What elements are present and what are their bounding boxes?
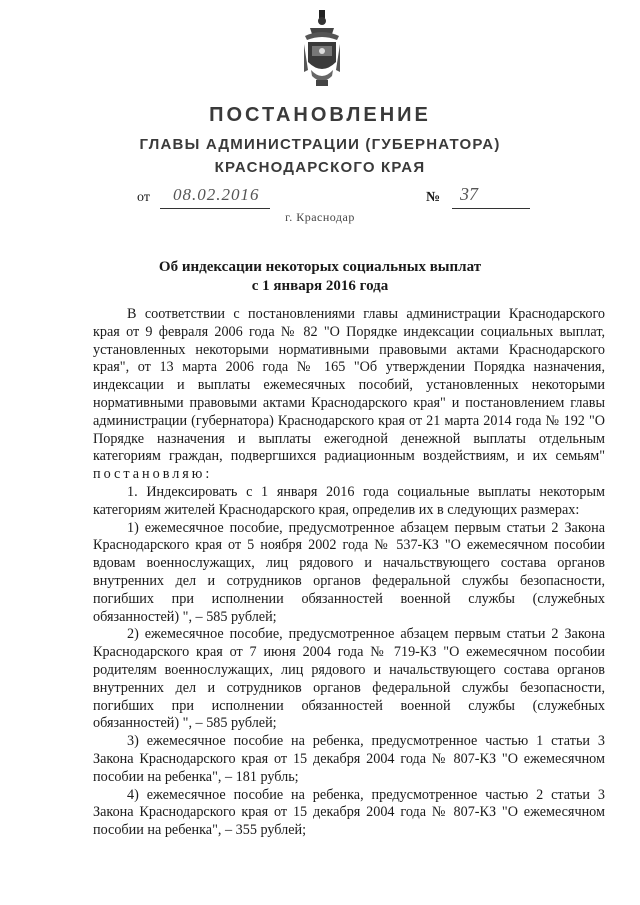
number-label: № (426, 190, 441, 205)
document-type-title: ПОСТАНОВЛЕНИЕ (209, 104, 431, 126)
item-1-3-paragraph: 3) ежемесячное пособие на ребенка, предусмотренное частью 1 статьи 3 Закона Краснодарского края от 15 декабря 2004 года № 807-КЗ "О ежемесячном пособии на ребенка", – 181 рубль; (93, 733, 605, 785)
issuer-line-1: ГЛАВЫ АДМИНИСТРАЦИИ (ГУБЕРНАТОРА) (139, 136, 501, 153)
document-heading (0, 258, 640, 296)
issuer-line-2: КРАСНОДАРСКОГО КРАЯ (214, 159, 426, 176)
city-name: г. Краснодар (285, 210, 355, 224)
preamble-paragraph (93, 306, 605, 484)
decree-word: постановляю: (93, 466, 213, 483)
item-1-4-paragraph: 4) ежемесячное пособие на ребенка, предусмотренное частью 2 статьи 3 Закона Краснодарского края от 15 декабря 2004 года № 807-КЗ "О ежемесячном пособии на ребенка", – 355 рублей; (93, 786, 605, 839)
heading-line-2: с 1 января 2016 года (251, 278, 389, 294)
document-body (93, 306, 605, 840)
document-date: 08.02.2016 (173, 185, 260, 204)
item-1-2-paragraph: 2) ежемесячное пособие, предусмотренное абзацем первым статьи 2 Закона Краснодарского края от 7 июня 2004 года № 719-КЗ "О ежемесячном пособии родителям военнослужащих, лиц рядового и начальствующего состава органов внутренних дел и сотрудников органов федеральной службы безопасности, погибших при исполнении обязанностей военной службы (служебных обязанностей) ", – 585 рублей; (93, 626, 605, 732)
document-number: 37 (460, 184, 478, 204)
date-label: от (137, 190, 150, 205)
item-1-1-paragraph: 1) ежемесячное пособие, предусмотренное абзацем первым статьи 2 Закона Краснодарского края от 5 ноября 2002 года № 537-КЗ "О ежемесячном пособии вдовам военнослужащих, лиц рядового и начальствующего состава органов внутренних дел и сотрудников органов федеральной службы безопасности, погибших при исполнении обязанностей военной службы (служебных обязанностей) ", – 585 рублей; (93, 519, 605, 625)
heading-line-1: Об индексации некоторых социальных выплат (158, 259, 482, 275)
coat-of-arms-emblem (302, 10, 342, 88)
preamble-text: В соответствии с постановлениями главы администрации Краснодарского края от 9 февраля 2006 года № 82 "О Порядке индексации социальных выплат, установленных некоторыми нормативными правовыми актами Краснодарского края", от 13 марта 2006 года № 165 "Об утверждении Порядка назначения, индексации и выплаты ежемесячных пособий, установленных некоторыми нормативными правовыми актами Краснодарского края" и постановлением главы администрации (губернатора) Краснодарского края от 21 марта 2014 года № 192 "О Порядке назначения и выплаты ежегодной денежной выплаты отдельным категориям граждан, подвергшихся радиационным воздействиям, и их семьям" (93, 306, 605, 465)
item-1-paragraph: 1. Индексировать с 1 января 2016 года социальные выплаты некоторым категориям жителей Краснодарского края, определив их в следующих размерах: (93, 483, 605, 518)
